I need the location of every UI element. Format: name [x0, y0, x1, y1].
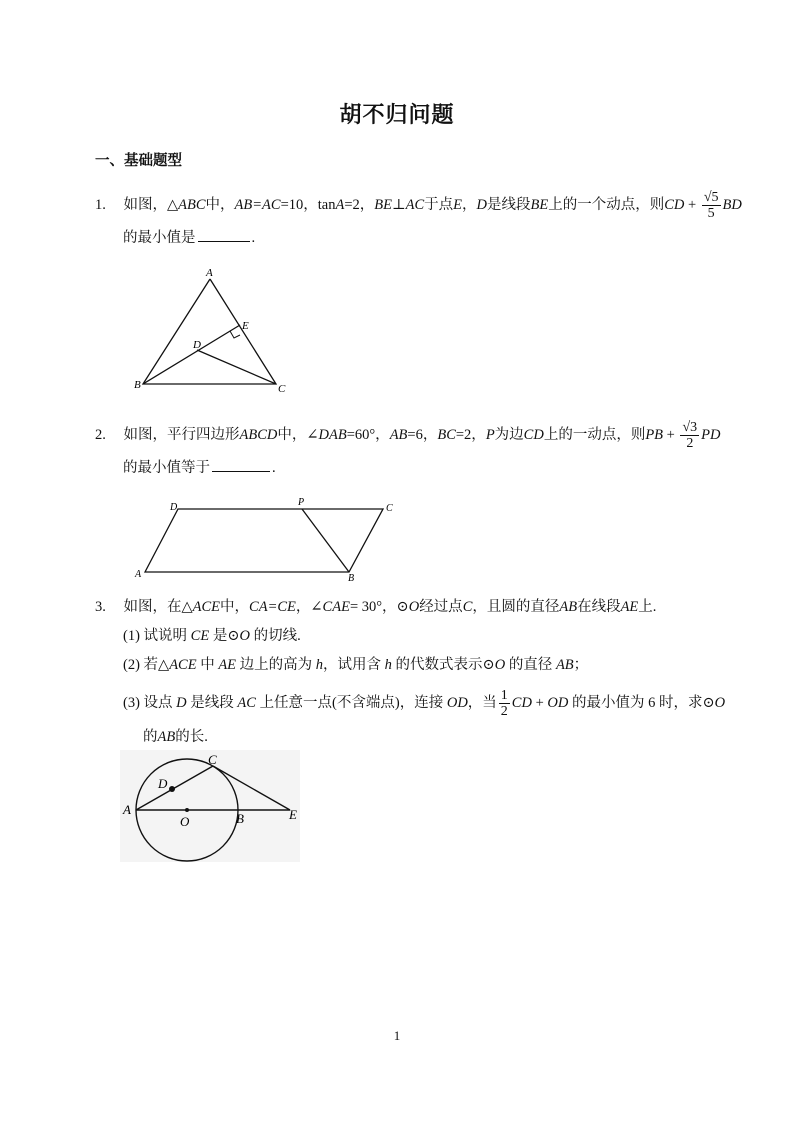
- text-fragment: DAB: [318, 426, 347, 443]
- answer-blank[interactable]: [212, 470, 270, 472]
- text-fragment: 2: [500, 704, 508, 719]
- text-fragment: OD: [547, 694, 569, 711]
- question-1-line-1: [95, 190, 742, 221]
- text-fragment: +: [688, 196, 697, 213]
- text-fragment: 如图，平行四边形: [123, 426, 240, 443]
- text-fragment: =2，: [344, 196, 375, 213]
- text-fragment: ，: [462, 196, 477, 213]
- text-fragment: P: [485, 426, 495, 443]
- text-fragment: AB: [157, 729, 176, 745]
- text-fragment: ，∠: [295, 599, 323, 615]
- text-fragment: 5: [707, 206, 715, 221]
- label-c: C: [278, 383, 286, 395]
- text-fragment: 的: [143, 729, 158, 745]
- text-fragment: O: [239, 628, 250, 644]
- parallelogram-figure: [130, 494, 410, 586]
- text-fragment: 经过点: [419, 599, 463, 615]
- page-number: 1: [393, 1028, 401, 1043]
- text-fragment: h: [384, 657, 392, 673]
- text-fragment: 是线段: [190, 694, 234, 711]
- label-e: E: [289, 807, 297, 822]
- text-fragment: = 30°，⊙: [349, 599, 409, 615]
- text-fragment: E: [453, 196, 463, 213]
- text-fragment: 的最小值是: [123, 230, 196, 246]
- label-a: A: [123, 802, 131, 817]
- text-fragment: AB: [559, 599, 578, 615]
- text-fragment: 如图，△: [123, 196, 179, 213]
- text-fragment: ⊥: [392, 196, 406, 213]
- segment-pb: [302, 509, 349, 572]
- text-fragment: O: [494, 657, 506, 673]
- answer-blank[interactable]: [198, 240, 250, 242]
- text-fragment: D: [176, 694, 187, 711]
- section-heading: 一、基础题型: [95, 153, 182, 169]
- label-d: D: [170, 502, 178, 513]
- text-fragment: A: [335, 196, 345, 213]
- text-fragment: .: [251, 230, 256, 246]
- text-fragment: BD: [722, 196, 742, 213]
- label-o: O: [180, 814, 190, 829]
- question-2-line-1: [95, 420, 721, 451]
- right-angle-mark: [230, 331, 240, 338]
- text-fragment: PD: [701, 426, 721, 443]
- question-2-line-2: [123, 458, 276, 478]
- text-fragment: ABCD: [239, 426, 278, 443]
- triangle-abc: [143, 279, 276, 384]
- text-fragment: 中: [200, 657, 215, 673]
- text-fragment: 是线段: [487, 196, 531, 213]
- text-fragment: (2) 若△: [123, 657, 170, 673]
- text-fragment: 的切线.: [253, 628, 301, 644]
- text-fragment: BC: [437, 426, 456, 443]
- text-fragment: O: [714, 694, 726, 711]
- text-fragment: 为边: [494, 426, 524, 443]
- text-fragment: 上的一动点，则: [543, 426, 646, 443]
- label-b: B: [134, 379, 141, 391]
- question-2-number: 2.: [95, 426, 106, 443]
- text-fragment: ACE: [192, 599, 221, 615]
- question-3-part-3: [123, 688, 725, 719]
- text-fragment: 的最小值等于: [123, 460, 210, 476]
- text-fragment: 如图，在△: [123, 599, 193, 615]
- question-3-number: 3.: [95, 599, 106, 615]
- page-title: 胡不归问题: [339, 103, 455, 128]
- text-fragment: =6，: [407, 426, 438, 443]
- text-fragment: 中，∠: [277, 426, 319, 443]
- text-fragment: OD: [446, 694, 468, 711]
- text-fragment: AB: [389, 426, 408, 443]
- text-fragment: ACE: [169, 657, 197, 673]
- text-fragment: CAE: [322, 599, 350, 615]
- text-fragment: AE: [620, 599, 639, 615]
- label-c: C: [386, 503, 393, 514]
- text-fragment: .: [272, 460, 276, 476]
- text-fragment: 上任意一点(不含端点)，连接: [259, 694, 444, 711]
- text-fragment: ，且圆的直径: [472, 599, 560, 615]
- label-a: A: [135, 569, 142, 580]
- text-fragment: +: [535, 694, 544, 711]
- text-fragment: 1: [500, 688, 508, 703]
- text-fragment: CA=CE: [249, 599, 296, 615]
- text-fragment: h: [315, 657, 324, 673]
- question-3-part-2: [123, 655, 588, 675]
- label-d: D: [193, 339, 201, 351]
- text-fragment: =2，: [455, 426, 486, 443]
- text-fragment: BE: [530, 196, 549, 213]
- text-fragment: CD: [664, 196, 685, 213]
- text-fragment: ，当: [467, 694, 497, 711]
- text-fragment: 2: [686, 436, 694, 451]
- text-fragment: 的最小值为 6 时，求⊙: [571, 694, 715, 711]
- text-fragment: ABC: [178, 196, 206, 213]
- text-fragment: AB: [555, 657, 574, 673]
- text-fragment: AC: [405, 196, 425, 213]
- text-fragment: ；: [573, 657, 589, 673]
- fraction-one-half: [499, 688, 510, 719]
- text-fragment: 于点: [424, 196, 454, 213]
- text-fragment: D: [476, 196, 488, 213]
- text-fragment: 中，: [205, 196, 235, 213]
- label-b: B: [348, 573, 355, 584]
- text-fragment: 上的一个动点，则: [548, 196, 665, 213]
- question-3-part-1: [123, 626, 301, 646]
- label-a: A: [206, 267, 213, 279]
- question-1-line-2: [123, 228, 255, 248]
- text-fragment: 的长.: [175, 729, 208, 745]
- text-fragment: 是⊙: [212, 628, 240, 644]
- triangle-figure: [130, 262, 300, 397]
- label-c: C: [208, 752, 217, 767]
- fraction-sqrt3-over-2: [680, 420, 699, 451]
- text-fragment: AB=AC: [234, 196, 281, 213]
- segment-be: [143, 325, 240, 384]
- label-d: D: [158, 776, 168, 791]
- text-fragment: ，试用含: [323, 657, 382, 673]
- text-fragment: O: [408, 599, 420, 615]
- text-fragment: +: [666, 426, 675, 443]
- label-p: P: [298, 497, 305, 508]
- text-fragment: 的代数式表示⊙: [395, 657, 495, 673]
- text-fragment: AE: [218, 657, 237, 673]
- text-fragment: 边上的高为: [239, 657, 313, 673]
- text-fragment: AC: [237, 694, 256, 711]
- text-fragment: C: [462, 599, 473, 615]
- text-fragment: 在线段: [577, 599, 621, 615]
- text-fragment: =60°，: [346, 426, 390, 443]
- parallelogram-abcd: [145, 509, 383, 572]
- text-fragment: BE: [374, 196, 392, 213]
- text-fragment: 上.: [638, 599, 657, 615]
- text-fragment: √5: [703, 190, 719, 205]
- text-fragment: CD: [511, 694, 532, 711]
- question-3-intro: [95, 597, 656, 617]
- text-fragment: 中，: [220, 599, 250, 615]
- segment-dc: [197, 350, 276, 384]
- text-fragment: √3: [682, 420, 698, 435]
- text-fragment: (1) 试说明: [123, 628, 188, 644]
- text-fragment: PB: [645, 426, 664, 443]
- text-fragment: =10，tan: [280, 196, 336, 213]
- question-3-part-3-cont: [143, 727, 208, 747]
- circle-figure: [120, 750, 305, 862]
- point-o: [185, 808, 189, 812]
- question-1-number: 1.: [95, 196, 106, 213]
- label-b: B: [236, 811, 244, 826]
- text-fragment: CE: [190, 628, 210, 644]
- text-fragment: 的直径: [508, 657, 553, 673]
- point-d: [169, 786, 175, 792]
- text-fragment: CD: [523, 426, 544, 443]
- label-e: E: [242, 320, 249, 332]
- fraction-sqrt5-over-5: [702, 190, 721, 221]
- text-fragment: (3) 设点: [123, 694, 173, 711]
